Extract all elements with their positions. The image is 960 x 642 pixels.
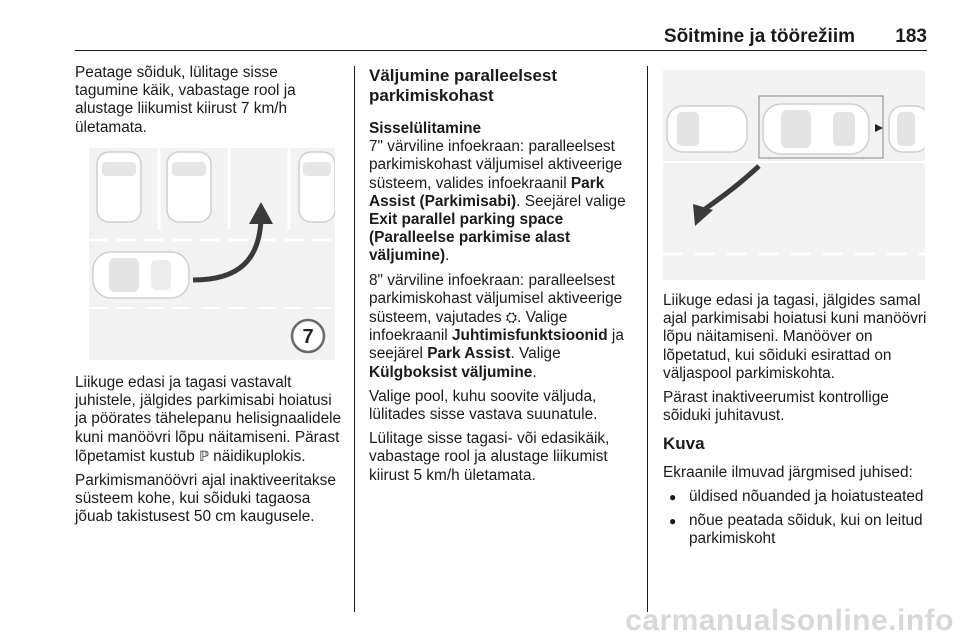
page-number: 183 [895,26,927,47]
column-1 [75,64,343,143]
exit-diagram-svg [663,70,925,280]
watermark: carmanualsonline.info [625,604,954,637]
section-heading: Väljumine paralleelsest parkimiskohast [369,66,558,105]
section-title: Sõitmine ja töörežiim [663,26,855,47]
paragraph: 8" värviline infoekraan: paralleelsest parkimiskohast väljumisel aktiveerige süsteem, vajutades ⛭. Valige infoekraanil Juhtimisfunktsioonid ja seejärel Park Assist. Valige Külgboksist väljumine. [369,271,624,381]
column-2 [369,66,637,491]
parking-diagram-svg [89,148,335,360]
paragraph: Lülitage sisse tagasi- või edasikäik, vabastage rool ja alustage liikumist kiirust 5 km/h ületamata. [369,430,610,484]
column-3 [663,292,929,554]
instruction-list [663,488,929,549]
subsection-heading: Sisselülitamine [369,120,482,137]
list-item: ● nõue peatada sõiduk, kui on leitud parkimiskoht [663,512,929,548]
column-divider-right [647,66,648,612]
paragraph: Pärast inaktiveerumist kontrollige sõiduki juhitavust. [663,389,889,425]
column-1-lower [75,374,343,533]
paragraph: Valige pool, kuhu soovite väljuda, lülitades sisse vastava suunatule. [369,387,598,424]
column-divider-left [354,66,355,612]
paragraph: Parkimismanöövri ajal inaktiveeritakse süsteem kohe, kui sõiduki tagaosa jõuab takistusest 50 cm kaugusele. [75,472,336,526]
paragraph: Liikuge edasi ja tagasi vastavalt juhistele, jälgides parkimisabi hoiatusi ja pöörates tähelepanu helisignaalidele kuni manöövri lõpu näitamiseni. Pärast lõpetamist kustub ℙ näidikuplokis. [75,374,342,465]
car-icon: ⛭ [505,309,518,326]
paragraph: Liikuge edasi ja tagasi, jälgides samal ajal parkimisabi hoiatusi kuni manöövri lõpu näitamiseni. Manööver on lõpetatud, kui sõiduki esirattad on väljaspool parkimiskohta. [663,292,927,382]
parking-assist-icon: ℙ [199,447,209,464]
figure-number: 7 [302,326,314,348]
paragraph: 7" värviline infoekraan: paralleelsest parkimiskohast väljumisel aktiveerige süsteem, valides infoekraanil Park Assist (Parkimisabi). Seejärel valige Exit parallel parking space (Paralleelse parkimise alast väljumine). [369,138,626,265]
section-heading: Kuva [663,434,705,454]
page-header [75,26,927,51]
parking-entry-illustration [89,148,335,360]
list-item: ● üldised nõuanded ja hoiatusteated [663,488,929,506]
parallel-exit-illustration [663,70,925,280]
paragraph: Ekraanile ilmuvad järgmised juhised: [663,463,913,481]
paragraph: Peatage sõiduk, lülitage sisse tagumine käik, vabastage rool ja alustage liikumist kiirust 7 km/h ületamata. [75,64,296,136]
